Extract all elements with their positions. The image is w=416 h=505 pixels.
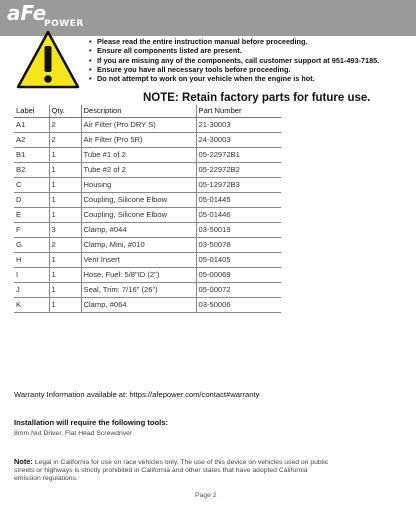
table-header-row (14, 105, 281, 117)
cell-description: Clamp, #044 (81, 222, 196, 237)
warning-item: • Ensure you have all necessary tools before proceeding. (89, 64, 291, 74)
cell-part-number: 03-50078 (196, 237, 281, 252)
tools-list: 8mm Nut Driver, Flat Head Screwdriver (14, 430, 133, 437)
cell-qty: 1 (49, 177, 81, 192)
cell-part-number: 21-30003 (196, 117, 281, 132)
note-line: emission regulations. (14, 475, 78, 482)
cell-qty: 2 (49, 132, 81, 147)
parts-table-body (14, 117, 281, 312)
cell-label: F (14, 222, 49, 237)
cell-label: K (14, 297, 49, 312)
cell-qty: 1 (49, 162, 81, 177)
cell-label: B1 (14, 147, 49, 162)
header-qty: Qty. (49, 105, 81, 117)
cell-part-number: 05-01446 (196, 207, 281, 222)
cell-description: Hose, Fuel: 5/8"ID (2") (81, 267, 196, 282)
table-row (14, 297, 281, 312)
table-row (14, 207, 281, 222)
logo-subtext: POWER (44, 19, 84, 28)
cell-label: J (14, 282, 49, 297)
cell-description: Vent Insert (81, 252, 196, 267)
cell-part-number: 05-00069 (196, 267, 281, 282)
cell-part-number: 05-01445 (196, 192, 281, 207)
table-row (14, 237, 281, 252)
cell-part-number: 05-01405 (196, 252, 281, 267)
table-row (14, 117, 281, 132)
table-row (14, 222, 281, 237)
warning-list (89, 37, 413, 83)
cell-qty: 1 (49, 207, 81, 222)
cell-part-number: 05-12972B3 (196, 177, 281, 192)
cell-qty: 1 (49, 252, 81, 267)
cell-label: B2 (14, 162, 49, 177)
table-row (14, 282, 281, 297)
table-row (14, 147, 281, 162)
cell-part-number: 05-00072 (196, 282, 281, 297)
cell-description: Air Filter (Pro DRY S) (81, 117, 196, 132)
afe-power-logo (6, 4, 84, 28)
cell-qty: 1 (49, 297, 81, 312)
note-line: streets or highways is strictly prohibited in California and other states that have adopted California (14, 467, 308, 474)
parts-table (14, 105, 281, 313)
cell-label: G (14, 237, 49, 252)
cell-label: D (14, 192, 49, 207)
legal-note (14, 457, 329, 483)
cell-qty: 1 (49, 147, 81, 162)
header-part-number: Part Number (196, 105, 281, 117)
table-row (14, 162, 281, 177)
cell-description: Clamp, Mini, #010 (81, 237, 196, 252)
table-row (14, 252, 281, 267)
header-label: Label (14, 105, 49, 117)
page-number: Page 2 (195, 492, 217, 499)
cell-description: Seal, Trim: 7/16" (26") (81, 282, 196, 297)
cell-label: C (14, 177, 49, 192)
warning-item: • Please read the entire instruction manual before proceeding. (89, 37, 308, 46)
retain-notice: NOTE: Retain factory parts for future use. (143, 92, 371, 104)
warning-item: • Do not attempt to work on your vehicle when the engine is hot. (89, 74, 315, 84)
table-row (14, 192, 281, 207)
cell-qty: 1 (49, 282, 81, 297)
note-label: Note: (14, 457, 33, 466)
cell-qty: 1 (49, 192, 81, 207)
cell-qty: 2 (49, 237, 81, 252)
cell-label: E (14, 207, 49, 222)
cell-part-number: 03-50006 (196, 297, 281, 312)
cell-qty: 2 (49, 117, 81, 132)
cell-description: Coupling, Silicone Elbow (81, 192, 196, 207)
cell-label: A1 (14, 117, 49, 132)
cell-label: I (14, 267, 49, 282)
warning-item: • Ensure all components listed are present. (89, 46, 242, 56)
cell-qty: 3 (49, 222, 81, 237)
table-row (14, 132, 281, 147)
tools-heading: Installation will require the following tools: (14, 418, 168, 427)
cell-qty: 1 (49, 267, 81, 282)
cell-label: H (14, 252, 49, 267)
warning-icon (16, 30, 80, 90)
cell-part-number: 05-22972B2 (196, 162, 281, 177)
cell-part-number: 03-50019 (196, 222, 281, 237)
warning-item: • If you are missing any of the components, call customer support at 951-493-7185. (89, 55, 380, 65)
cell-label: A2 (14, 132, 49, 147)
header-description: Description (81, 105, 196, 117)
table-row (14, 177, 281, 192)
cell-part-number: 05-22972B1 (196, 147, 281, 162)
cell-description: Tube #2 of 2 (81, 162, 196, 177)
note-line: Legal in California for use on race vehicles only. The use of this device on vehicles used on public (34, 459, 329, 466)
warranty-info: Warranty Information available at: https://afepower.com/contact#warranty (14, 390, 260, 399)
cell-description: Tube #1 of 2 (81, 147, 196, 162)
cell-description: Housing (81, 177, 196, 192)
cell-description: Coupling, Silicone Elbow (81, 207, 196, 222)
table-row (14, 267, 281, 282)
cell-description: Air Filter (Pro 5R) (81, 132, 196, 147)
cell-part-number: 24-30003 (196, 132, 281, 147)
logo-text: aFe (7, 4, 47, 25)
cell-description: Clamp, #064 (81, 297, 196, 312)
